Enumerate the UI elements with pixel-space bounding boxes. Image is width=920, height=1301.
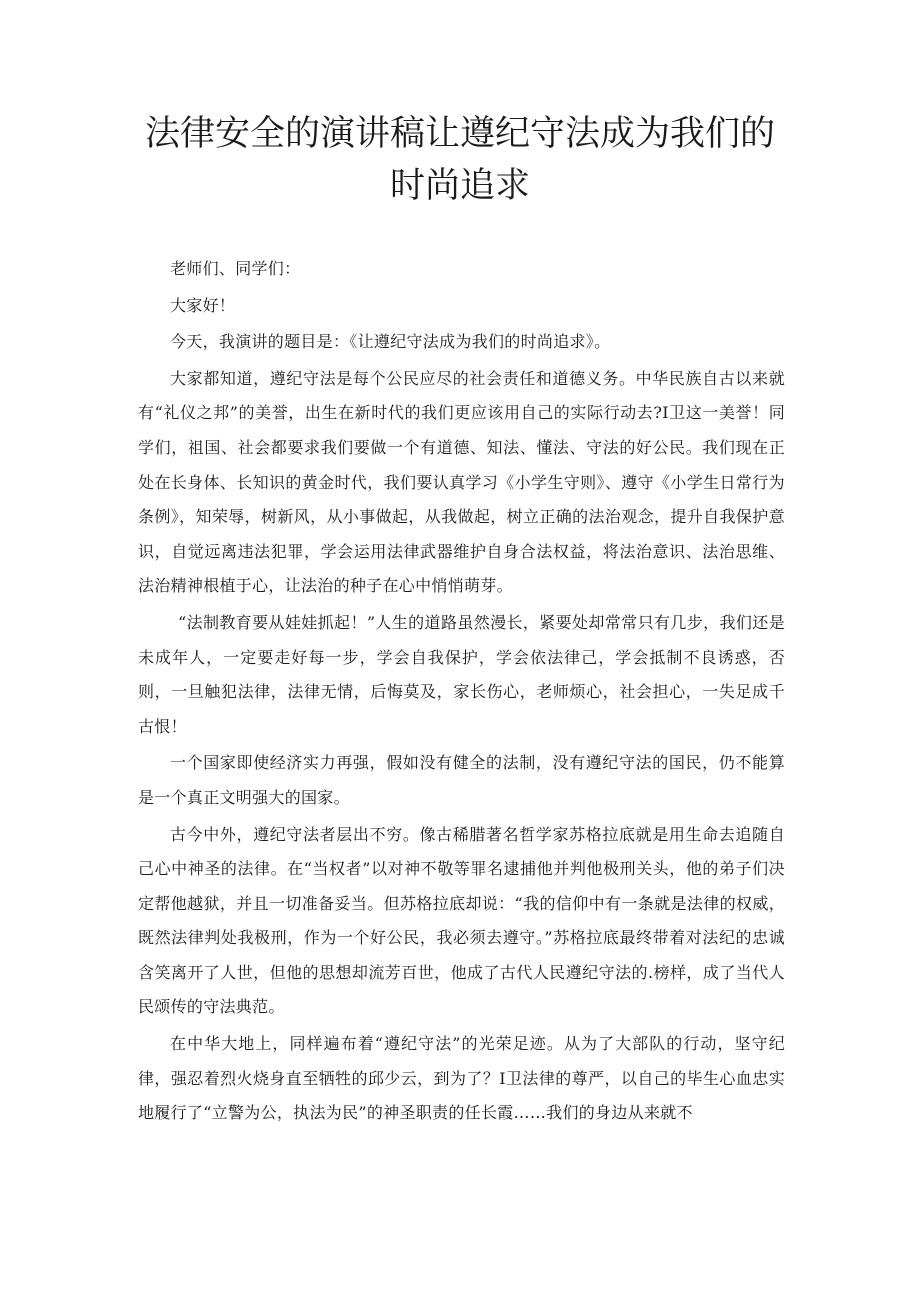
paragraph-nation: 一个国家即使经济实力再强，假如没有健全的法制，没有遵纪守法的国民，仍不能算是一个真正文明强大的国家。	[138, 753, 785, 807]
paragraph-greeting: 老师们、同学们：	[170, 259, 301, 278]
title-line-2: 时尚追求	[389, 166, 530, 206]
paragraph-china: 在中华大地上，同样遍布着“遵纪守法”的光荣足迹。从为了大部队的行动，坚守纪律，强忍着烈火烧身直至牺牲的邱少云，到为了？I卫法律的尊严，以自己的毕生心血忠实地履行了“立警为公，执法为民”的神圣职责的任长霞……我们的身边从来就不	[138, 1034, 785, 1123]
paragraph-education: “法制教育要从娃娃抓起！”人生的道路虽然漫长，紧要处却常常只有几步，我们还是未成年人，一定要走好每一步，学会自我保护，学会依法律己，学会抵制不良诱惑，否则，一旦触犯法律，法律无情，后悔莫及，家长伤心，老师烦心，社会担心，一失足成千古恨！	[138, 612, 785, 736]
paragraph-topic: 今天，我演讲的题目是：《让遵纪守法成为我们的时尚追求》。	[170, 332, 611, 352]
document-body	[138, 252, 785, 1133]
title-line-1: 法律安全的演讲稿让遵纪守法成为我们的	[144, 114, 775, 154]
document-title	[130, 108, 790, 212]
paragraph-socrates: 古今中外，遵纪守法者层出不穷。像古稀腊著名哲学家苏格拉底就是用生命去追随自己心中神圣的法律。在“当权者”以对神不敬等罪名逮捕他并判他极刑关头，他的弟子们决定帮他越狱，并且一切准备妥当。但苏格拉底却说：“我的信仰中有一条就是法律的权威，既然法律判处我极刑，作为一个好公民，我必须去遵守。”苏格拉底最终带着对法纪的忠诚含笑离开了人世，但他的思想却流芳百世，他成了古代人民遵纪守法的.榜样，成了当代人民颂传的守法典范。	[138, 824, 785, 1017]
paragraph-duty: 大家都知道，遵纪守法是每个公民应尽的社会责任和道德义务。中华民族自古以来就有“礼仪之邦”的美誉，出生在新时代的我们更应该用自己的实际行动去?I卫这一美誉！同学们，祖国、社会都要求我们要做一个有道德、知法、懂法、守法的好公民。我们现在正处在长身体、长知识的黄金时代，我们要认真学习《小学生守则》、遵守《小学生日常行为条例》，知荣辱，树新风，从小事做起，从我做起，树立正确的法治观念，提升自我保护意识，自觉远离违法犯罪，学会运用法律武器维护自身合法权益，将法治意识、法治思维、法治精神根植于心，让法治的种子在心中悄悄萌芽。	[138, 368, 785, 596]
paragraph-hello: 大家好！	[170, 295, 236, 315]
